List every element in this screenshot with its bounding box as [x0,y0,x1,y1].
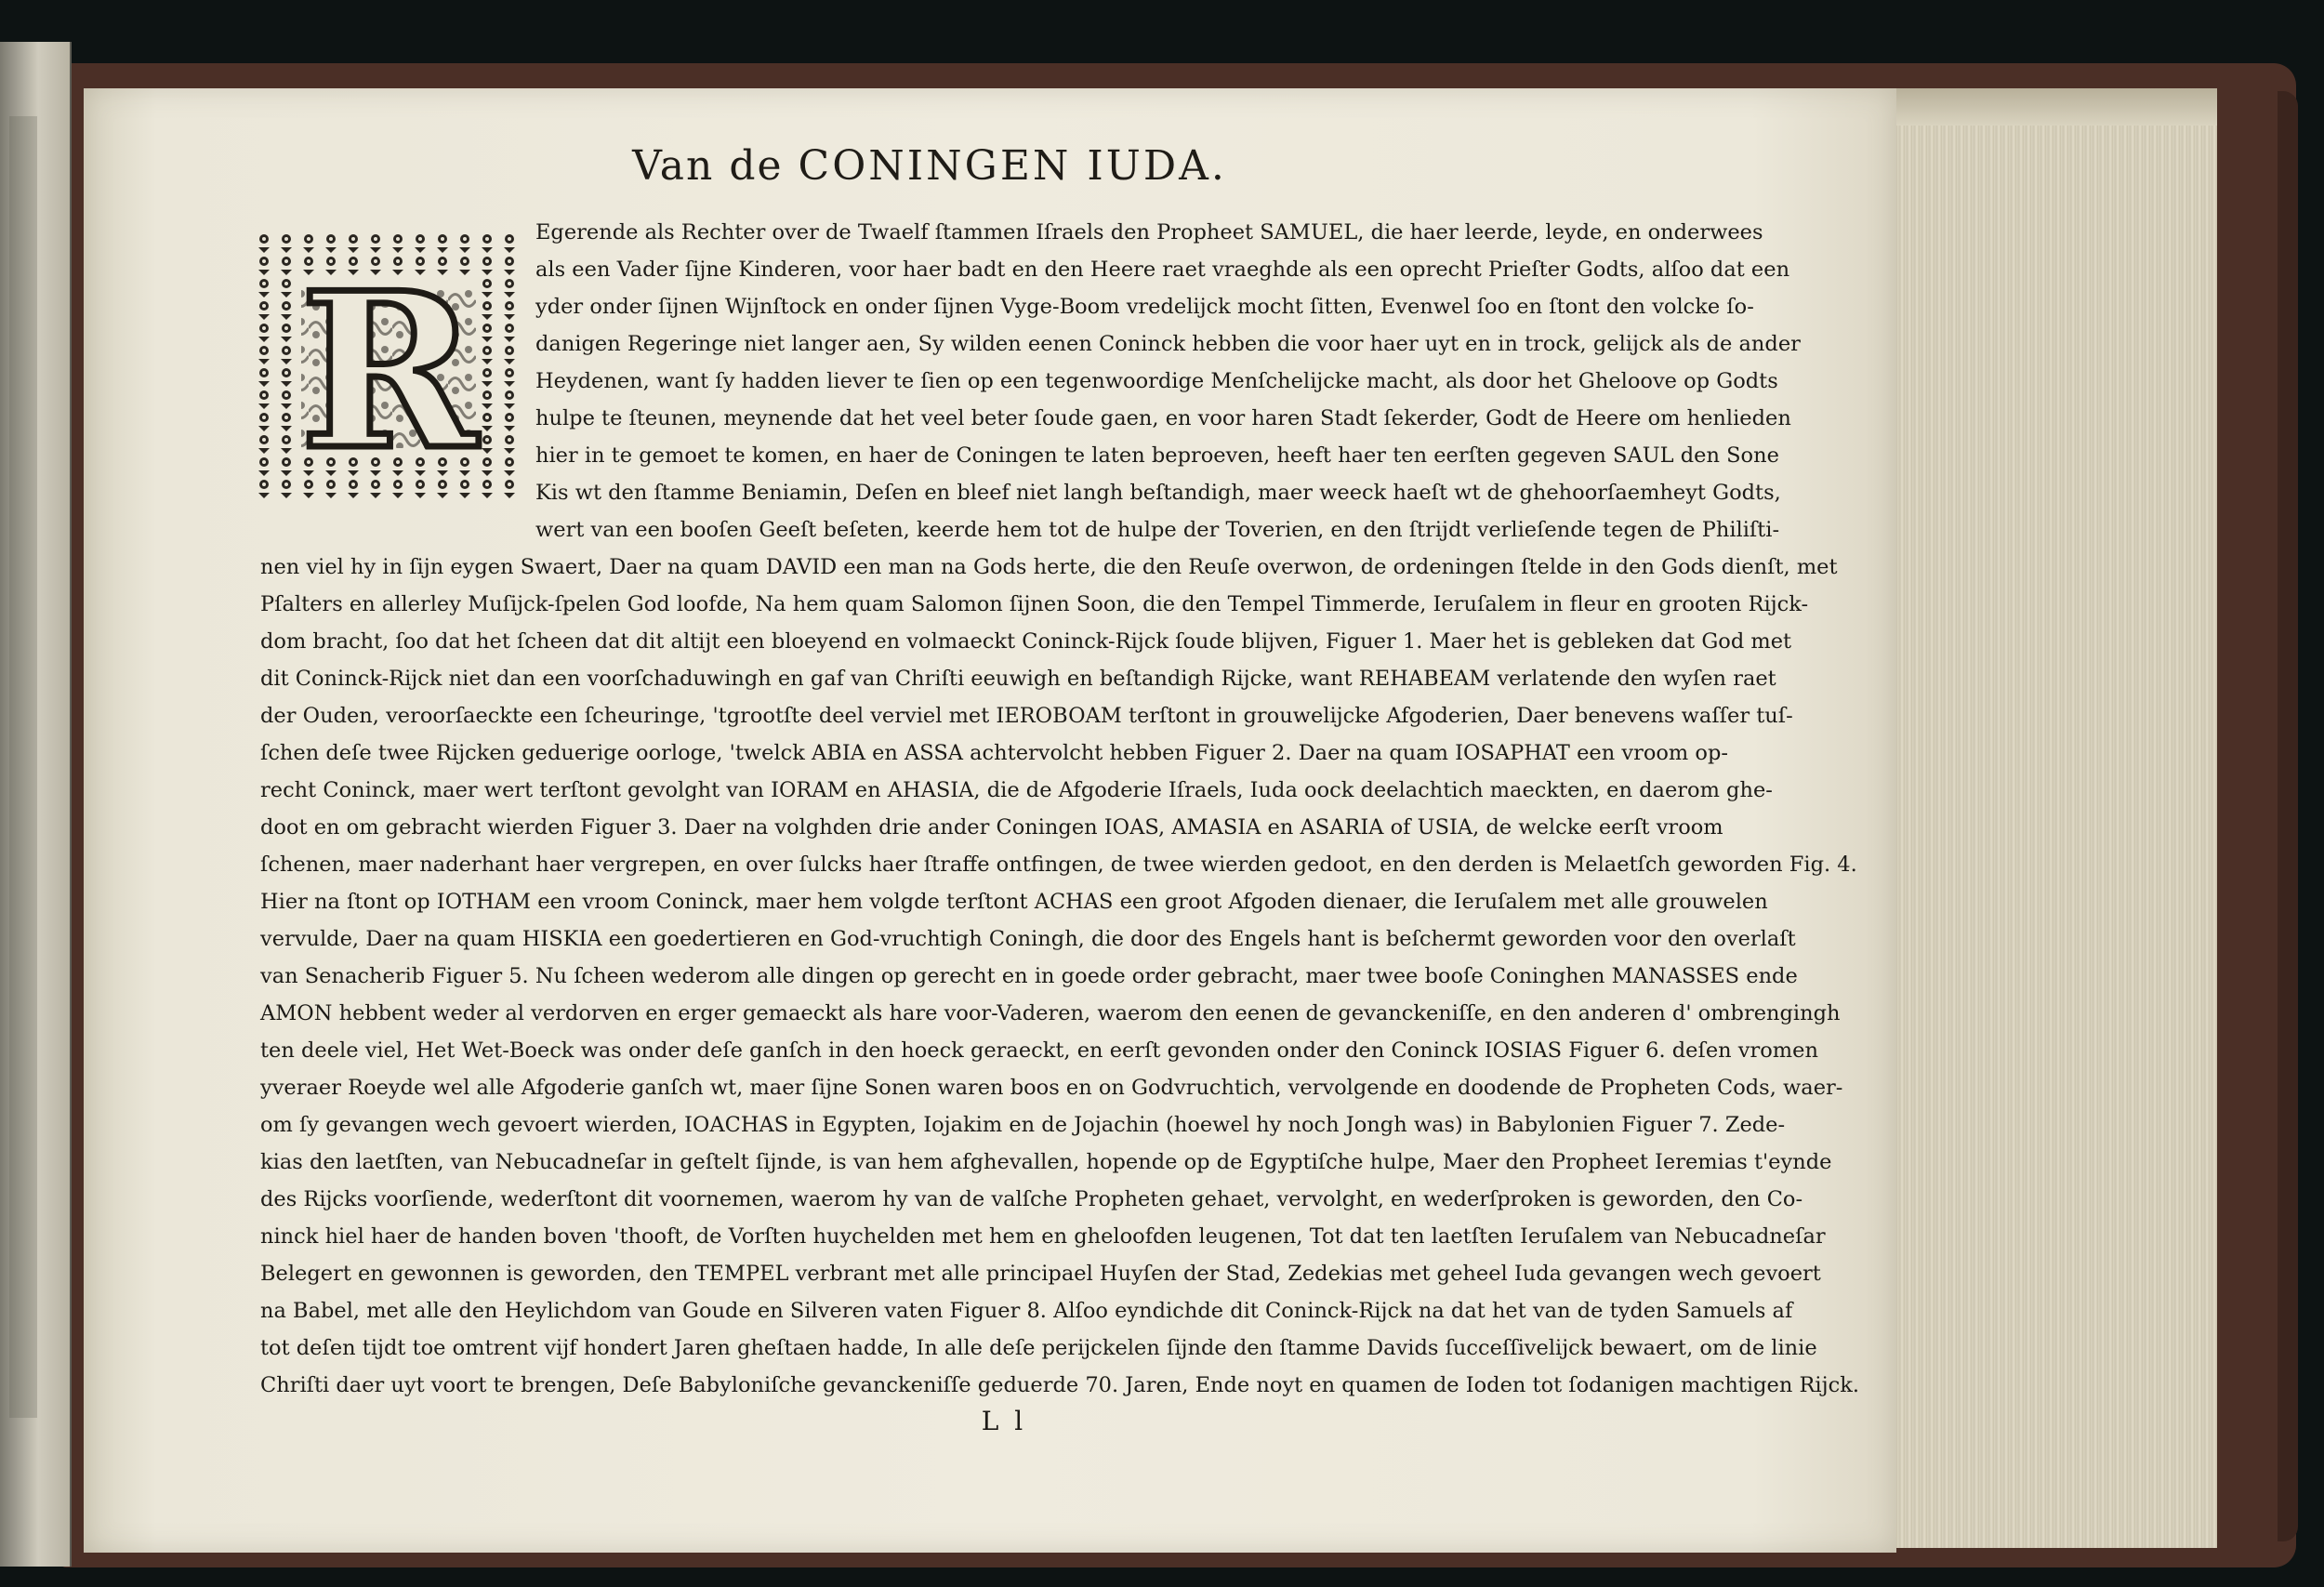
text-line: hulpe te ſteunen, meynende dat het veel beter ſoude gaen, en voor haren Stadt ſekerder, Godt de Heere om henlieden [535,406,1791,430]
text-line: Hier na ſtont op IOTHAM een vroom Coninck, maer hem volgde terſtont ACHAS een groot Afgoden dienaer, die Ieruſalem met alle grouwelen [260,890,1768,914]
text-line: des Rijcks voorſiende, wederſtont dit voornemen, waerom hy van de valſche Propheten gehaet, vervolght, en wederſproken is geworden, den Co- [260,1187,1803,1211]
text-line: om ſy gevangen wech gevoert wierden, IOACHAS in Egypten, Iojakim en de Jojachin (hoewel hy noch Jongh was) in Babylonien Figuer 7. Zede- [260,1113,1786,1137]
text-line: yder onder ſijnen Wijnſtock en onder ſijnen Vyge-Boom vredelijck mocht ſitten, Evenwel ſoo en ſtont den volcke ſo- [535,295,1754,319]
heading-prefix: Van de [632,142,799,190]
text-line: Heydenen, want ſy hadden liever te ſien op een tegenwoordige Menſchelijcke macht, als door het Gheloove op Godts [535,369,1778,393]
text-line: ſchenen, maer naderhant haer vergrepen, en over ſulcks haer ſtraffe ontfingen, de twee wierden gedoot, en den derden is Melaetſch geworden Fig. 4. [260,853,1857,877]
text-line: dit Coninck-Rijck niet dan een voorſchaduwingh en gaf van Chriſti eeuwigh en beſtandigh Rijcke, want REHABEAM verlatende den wyſen raet [260,667,1776,691]
text-line: ſchen deſe twee Rijcken geduerige oorloge, 'twelck ABIA en ASSA achtervolcht hebben Figuer 2. Daer na quam IOSAPHAT een vroom op- [260,741,1728,765]
text-line: als een Vader ſijne Kinderen, voor haer badt en den Heere raet vraeghde als een oprecht Prieſter Godts, alſoo dat een [535,258,1790,282]
text-line: dom bracht, ſoo dat het ſcheen dat dit altijt een bloeyend en volmaeckt Coninck-Rijck ſoude blijven, Figuer 1. Maer het is gebleken dat God met [260,629,1792,654]
folio-signature: L l [981,1406,1027,1436]
text-line: wert van een booſen Geeſt beſeten, keerde hem tot de hulpe der Toverien, en den ſtrijdt verlieſende tegen de Philiſti- [535,518,1780,542]
text-line: recht Coninck, maer wert terſtont gevolght van IORAM en AHASIA, die de Afgoderie Iſraels, Iuda oock deelachtich maeckten, en daerom ghe- [260,778,1773,802]
text-line: nen viel hy in ſijn eygen Swaert, Daer na quam DAVID een man na Gods herte, die den Reuſe overwon, de ordeningen ſtelde in den Gods dienſt, met [260,555,1838,579]
text-line: tot deſen tijdt toe omtrent vijf hondert Jaren gheſtaen hadde, In alle deſe perijckelen ſijnde den ſtamme Davids ſucceſſivelijck bewaert, om de linie [260,1336,1817,1360]
text-line: Belegert en gewonnen is geworden, den TEMPEL verbrant met alle principael Huyſen der Stad, Zedekias met geheel Iuda gevangen wech gevoert [260,1262,1821,1286]
text-line: doot en om gebracht wierden Figuer 3. Daer na volghden drie ander Coningen IOAS, AMASIA en ASARIA of USIA, de welcke eerſt vroom [260,815,1723,840]
text-line: ten deele viel, Het Wet-Boeck was onder deſe ganſch in den hoeck geraeckt, en eerſt gevonden onder den Coninck IOSIAS Figuer 6. deſen vromen [260,1038,1818,1063]
initial-letter: R [299,246,478,497]
text-line: na Babel, met alle den Heylichdom van Goude en Silveren vaten Figuer 8. Alſoo eyndichde dit Coninck-Rijck na dat het van de tyden Samuels af [260,1299,1793,1323]
text-line: der Ouden, veroorſaeckte een ſcheuringe, 'tgrootſte deel verviel met IEROBOAM terſtont in grouwelijcke Afgoderien, Daer benevens waſſer tuſ- [260,704,1793,728]
text-line: Pſalters en allerley Muſijck-ſpelen God loofde, Na hem quam Salomon ſijnen Soon, die den Tempel Timmerde, Ieruſalem in fleur en grooten Rijck- [260,592,1809,616]
text-line: danigen Regeringe niet langer aen, Sy wilden eenen Coninck hebben die voor haer uyt en in trock, gelijck als de ander [535,332,1801,356]
text-line: van Senacherib Figuer 5. Nu ſcheen wederom alle dingen op gerecht en in goede order gebracht, maer twee booſe Coninghen MANASSES ende [260,964,1798,988]
text-line: AMON hebbent weder al verdorven en erger gemaeckt als hare voor-Vaderen, waerom den eenen de gevanckeniſſe, en den anderen d' ombrengingh [260,1001,1841,1025]
text-line: Chriſti daer uyt voort te brengen, Deſe Babyloniſche gevanckeniſſe geduerde 70. Jaren, Ende noyt en quamen de Ioden tot ſodanigen machtigen Rijck. [260,1373,1859,1397]
heading-title: CONINGEN IUDA. [798,142,1227,190]
text-line: yveraer Roeyde wel alle Afgoderie ganſch wt, maer ſijne Sonen waren boos en on Godvruchtich, vervolgende en doodende de Propheten Cods, waer- [260,1076,1843,1100]
text-line: Kis wt den ſtamme Beniamin, Deſen en bleef niet langh beſtandigh, maer weeck haeſt wt de ghehoorſaemheyt Godts, [535,481,1781,505]
text-line: hier in te gemoet te komen, en haer de Coningen te laten beproeven, heeft haer ten eerſten gegeven SAUL den Sone [535,443,1779,468]
text-line: ninck hiel haer de handen boven 'thooft, de Vorſten huychelden met hem en gheloofden leugenen, Tot dat ten laetſten Ieruſalem van Nebucadneſar [260,1224,1826,1249]
text-line: kias den laetſten, van Nebucadneſar in geſtelt ſijnde, is van hem afghevallen, hopende op de Egyptiſche hulpe, Maer den Propheet Ieremias t'eynde [260,1150,1832,1174]
text-line: vervulde, Daer na quam HISKIA een goedertieren en God-vruchtigh Coningh, die door des Engels hant is beſchermt geworden voor den overlaſt [260,927,1796,951]
text-line: Egerende als Rechter over de Twaelf ſtammen Iſraels den Propheet SAMUEL, die haer leerde, leyde, en onderwees [535,220,1763,245]
